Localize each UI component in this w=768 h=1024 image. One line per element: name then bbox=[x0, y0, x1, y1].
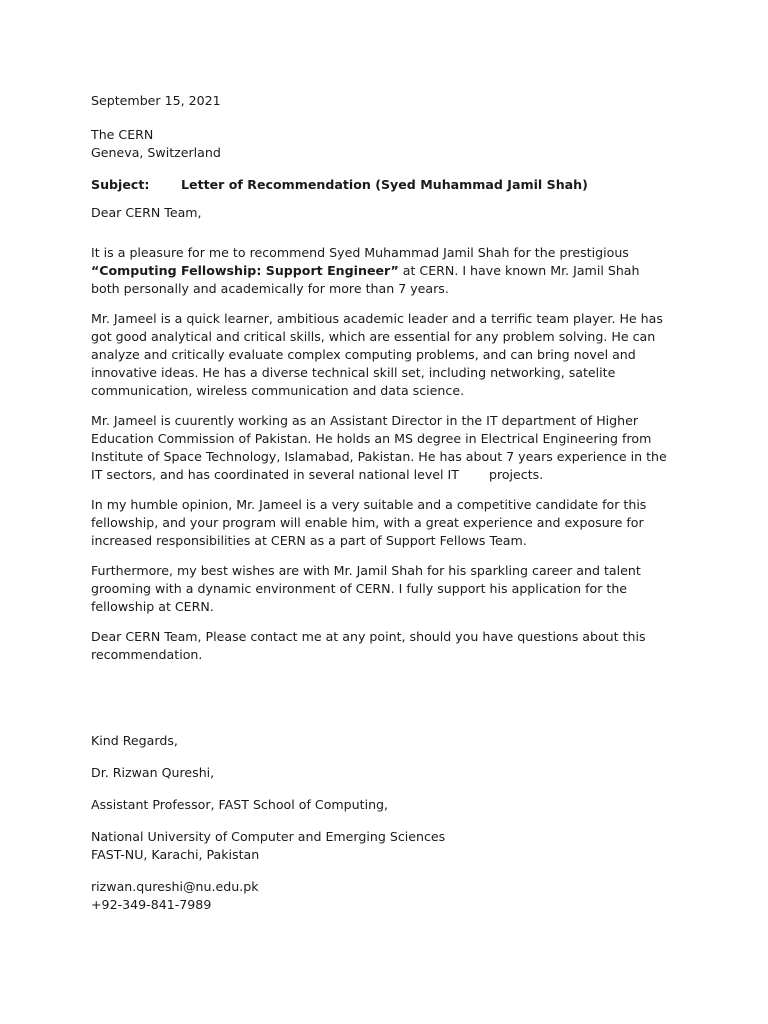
recommendation-letter bbox=[91, 92, 691, 914]
paragraph-line: analyze and critically evaluate complex computing problems, and can bring novel and bbox=[91, 347, 636, 362]
signatory-title: Assistant Professor, FAST School of Computing, bbox=[91, 797, 389, 812]
paragraph-line: grooming with a dynamic environment of CERN. I fully support his application for the bbox=[91, 581, 628, 596]
subject-label: Subject: bbox=[91, 177, 150, 192]
recipient-block bbox=[91, 126, 691, 162]
paragraph-line: Mr. Jameel is cuurently working as an Assistant Director in the IT department of Higher bbox=[91, 413, 639, 428]
paragraph-line: both personally and academically for more than 7 years. bbox=[91, 281, 449, 296]
paragraph-line: recommendation. bbox=[91, 647, 203, 662]
subject-text: Letter of Recommendation (Syed Muhammad Jamil Shah) bbox=[181, 177, 588, 192]
paragraph-line: Furthermore, my best wishes are with Mr. Jamil Shah for his sparkling career and talent bbox=[91, 563, 641, 578]
paragraph-line: got good analytical and critical skills, which are essential for any problem solving. He can bbox=[91, 329, 656, 344]
paragraph-contact bbox=[91, 628, 691, 664]
paragraph-line bbox=[91, 262, 691, 280]
university-name: National University of Computer and Emerging Sciences bbox=[91, 829, 446, 844]
signatory-name: Dr. Rizwan Qureshi, bbox=[91, 765, 215, 780]
closing: Kind Regards, bbox=[91, 733, 178, 748]
recipient-location: Geneva, Switzerland bbox=[91, 145, 221, 160]
paragraph-line: It is a pleasure for me to recommend Syed Muhammad Jamil Shah for the prestigious bbox=[91, 245, 629, 260]
email-address: rizwan.qureshi@nu.edu.pk bbox=[91, 879, 259, 894]
paragraph-qualities bbox=[91, 310, 691, 400]
paragraph-line bbox=[91, 466, 691, 484]
contact-details bbox=[91, 878, 691, 914]
recipient-org: The CERN bbox=[91, 127, 154, 142]
signatory-affiliation bbox=[91, 828, 691, 864]
paragraph-line: Education Commission of Pakistan. He holds an MS degree in Electrical Engineering from bbox=[91, 431, 652, 446]
campus-name: FAST-NU, Karachi, Pakistan bbox=[91, 847, 260, 862]
paragraph-line: Mr. Jameel is a quick learner, ambitious academic leader and a terrific team player. He has bbox=[91, 311, 663, 326]
paragraph-line: fellowship, and your program will enable him, with a great experience and exposure for bbox=[91, 515, 644, 530]
paragraph-opinion bbox=[91, 496, 691, 550]
paragraph-line: increased responsibilities at CERN as a part of Support Fellows Team. bbox=[91, 533, 527, 548]
paragraph-fragment: IT sectors, and has coordinated in several national level IT bbox=[91, 467, 459, 482]
letter-date: September 15, 2021 bbox=[91, 93, 221, 108]
paragraph-line: In my humble opinion, Mr. Jameel is a very suitable and a competitive candidate for this bbox=[91, 497, 647, 512]
phone-number: +92-349-841-7989 bbox=[91, 897, 212, 912]
salutation: Dear CERN Team, bbox=[91, 205, 202, 220]
paragraph-wishes bbox=[91, 562, 691, 616]
paragraph-line: Dear CERN Team, Please contact me at any point, should you have questions about this bbox=[91, 629, 646, 644]
subject-line bbox=[91, 176, 691, 194]
paragraph-line: innovative ideas. He has a diverse technical skill set, including networking, satelite bbox=[91, 365, 616, 380]
fellowship-title: “Computing Fellowship: Support Engineer” bbox=[91, 263, 399, 278]
paragraph-fragment: at CERN. I have known Mr. Jamil Shah bbox=[398, 263, 640, 278]
paragraph-intro bbox=[91, 244, 691, 298]
paragraph-line: fellowship at CERN. bbox=[91, 599, 214, 614]
paragraph-fragment: projects. bbox=[488, 467, 544, 482]
paragraph-background bbox=[91, 412, 691, 484]
paragraph-line: communication, wireless communication and data science. bbox=[91, 383, 465, 398]
paragraph-line: Institute of Space Technology, Islamabad, Pakistan. He has about 7 years experience in the bbox=[91, 449, 667, 464]
